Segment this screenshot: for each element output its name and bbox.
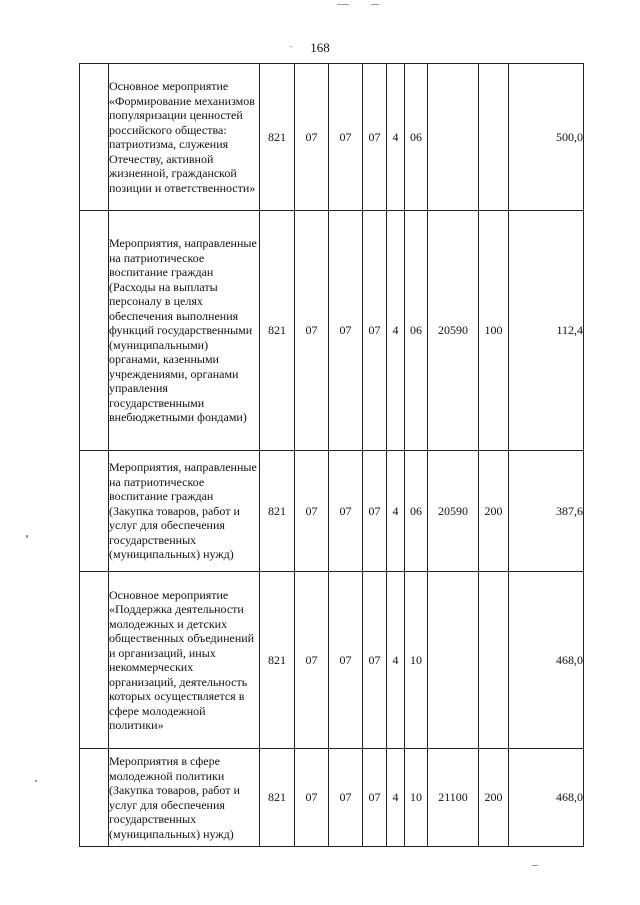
direction-code <box>428 64 479 211</box>
program-code: 07 <box>363 211 387 451</box>
expense-type-code <box>479 572 509 749</box>
item-name: Мероприятия, направленные на патриотическое воспитание граждан (Закупка товаров, работ и услуг для обеспечения государственных (муниципальных) нужд) <box>109 460 257 562</box>
subsection-code: 07 <box>329 64 363 211</box>
item-name: Мероприятия, направленные на патриотическое воспитание граждан (Расходы на выплаты персоналу в целях обеспечения выполнения функций государственными (муниципальными) органами, казенными учреждениями, органами управления государственными внебюджетными фондами) <box>109 236 257 425</box>
section-code: 07 <box>295 749 329 847</box>
sum-value: 468,0 <box>509 572 584 749</box>
ministry-code: 821 <box>260 211 295 451</box>
expense-type-code: 200 <box>479 451 509 572</box>
subprogram-code: 4 <box>387 64 405 211</box>
ministry-code: 821 <box>260 451 295 572</box>
event-code: 10 <box>405 572 428 749</box>
subsection-code: 07 <box>329 451 363 572</box>
program-code: 07 <box>363 64 387 211</box>
ministry-code: 821 <box>260 64 295 211</box>
blank-cell <box>80 64 109 211</box>
event-code: 06 <box>405 64 428 211</box>
table-row <box>80 572 584 749</box>
scan-speck <box>26 535 28 538</box>
expense-type-code: 100 <box>479 211 509 451</box>
subprogram-code: 4 <box>387 749 405 847</box>
item-name-cell <box>109 749 260 847</box>
subsection-code: 07 <box>329 211 363 451</box>
subprogram-code: 4 <box>387 572 405 749</box>
event-code: 10 <box>405 749 428 847</box>
program-code: 07 <box>363 749 387 847</box>
table-row <box>80 211 584 451</box>
budget-table <box>79 63 584 847</box>
blank-cell <box>80 749 109 847</box>
sum-value: 387,6 <box>509 451 584 572</box>
item-name-cell <box>109 64 260 211</box>
page-number: 168 <box>310 40 330 55</box>
scan-speck <box>532 865 538 866</box>
section-code: 07 <box>295 572 329 749</box>
direction-code: 20590 <box>428 211 479 451</box>
subprogram-code: 4 <box>387 211 405 451</box>
blank-cell <box>80 211 109 451</box>
item-name-cell <box>109 451 260 572</box>
sum-value: 112,4 <box>509 211 584 451</box>
sum-value: 468,0 <box>509 749 584 847</box>
section-code: 07 <box>295 64 329 211</box>
budget-table-container <box>79 63 584 847</box>
blank-cell <box>80 451 109 572</box>
program-code: 07 <box>363 451 387 572</box>
item-name-cell <box>109 211 260 451</box>
scan-speck <box>371 4 379 5</box>
event-code: 06 <box>405 211 428 451</box>
section-code: 07 <box>295 211 329 451</box>
ministry-code: 821 <box>260 572 295 749</box>
scan-speck <box>35 780 37 782</box>
item-name: Мероприятия в сфере молодежной политики (Закупка товаров, работ и услуг для обеспечения государственных (муниципальных) нужд) <box>109 754 240 841</box>
item-name: Основное мероприятие «Поддержка деятельности молодежных и детских общественных объединений и организаций, иных некоммерческих организаций, деятельность которых осуществляется в сфере молодежной политики» <box>109 587 255 732</box>
subsection-code: 07 <box>329 749 363 847</box>
item-name-cell <box>109 572 260 749</box>
program-code: 07 <box>363 572 387 749</box>
sum-value: 500,0 <box>509 64 584 211</box>
direction-code: 20590 <box>428 451 479 572</box>
table-row <box>80 64 584 211</box>
blank-cell <box>80 572 109 749</box>
scan-speck <box>290 46 292 47</box>
direction-code <box>428 572 479 749</box>
ministry-code: 821 <box>260 749 295 847</box>
expense-type-code <box>479 64 509 211</box>
section-code: 07 <box>295 451 329 572</box>
table-row <box>80 749 584 847</box>
expense-type-code: 200 <box>479 749 509 847</box>
subsection-code: 07 <box>329 572 363 749</box>
item-name: Основное мероприятие «Формирование механизмов популяризации ценностей российского общества: патриотизма, служения Отечеству, активной жизненной, гражданской позиции и ответственности» <box>109 79 256 195</box>
table-row <box>80 451 584 572</box>
direction-code: 21100 <box>428 749 479 847</box>
scan-speck <box>337 4 349 5</box>
event-code: 06 <box>405 451 428 572</box>
subprogram-code: 4 <box>387 451 405 572</box>
table-body <box>80 64 584 847</box>
